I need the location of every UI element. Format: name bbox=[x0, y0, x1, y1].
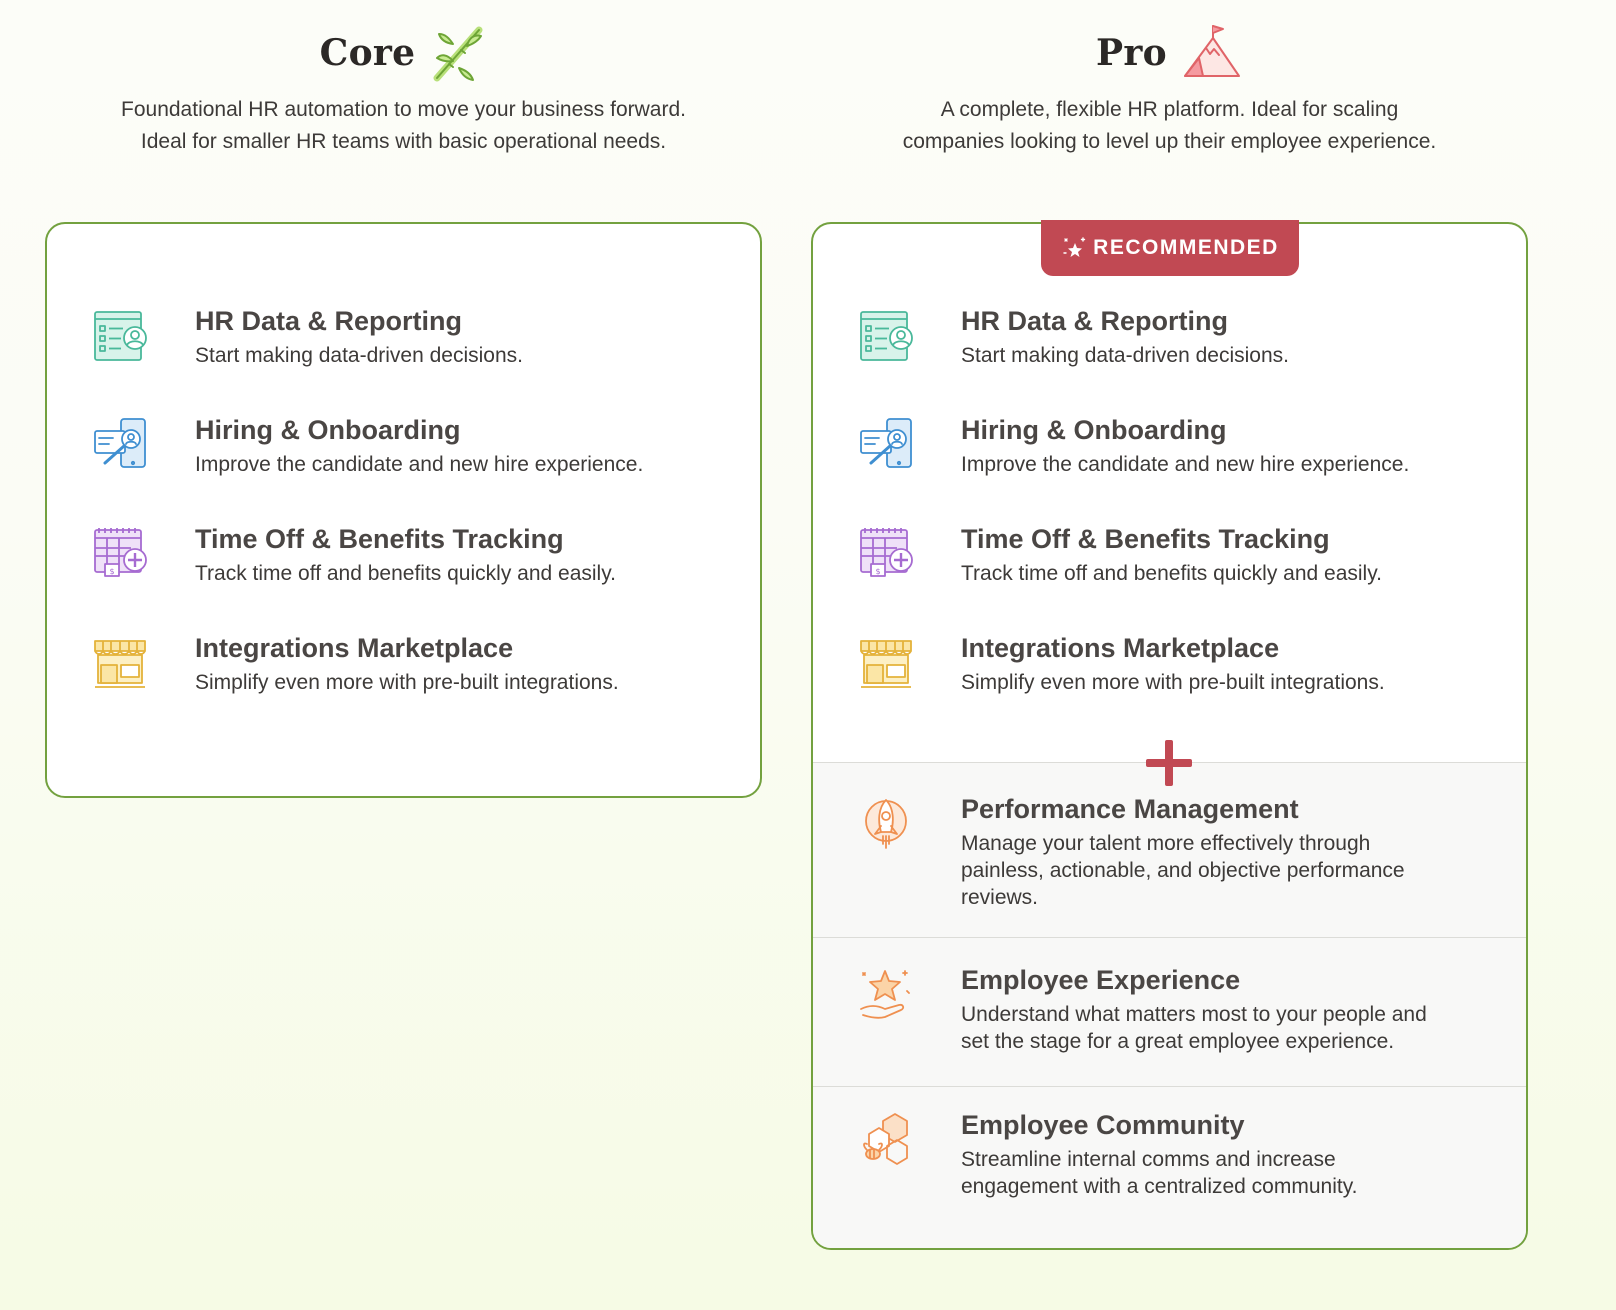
feature-description: Track time off and benefits quickly and easily. bbox=[195, 562, 616, 585]
feature-employee-experience bbox=[857, 963, 1496, 1055]
feature-description: Start making data-driven decisions. bbox=[961, 344, 1289, 367]
pro-plan-title: Pro bbox=[1096, 32, 1167, 74]
core-plan-card bbox=[45, 222, 762, 798]
core-plan-header bbox=[46, 22, 761, 158]
feature-description: Track time off and benefits quickly and easily. bbox=[961, 562, 1382, 585]
feature-title: Employee Experience bbox=[961, 965, 1241, 995]
pro-plan-card bbox=[811, 222, 1528, 1250]
pro-plan-description: A complete, flexible HR platform. Ideal for scaling companies looking to level up their employee experience. bbox=[902, 98, 1437, 153]
recommended-label: RECOMMENDED bbox=[1093, 236, 1279, 259]
rocket-icon bbox=[857, 794, 915, 852]
feature-description: Manage your talent more effectively through painless, actionable, and objective performance reviews. bbox=[961, 832, 1405, 909]
feature-title: Hiring & Onboarding bbox=[961, 415, 1227, 445]
feature-time-off bbox=[91, 522, 730, 587]
recommended-badge bbox=[1041, 220, 1299, 276]
feature-description: Improve the candidate and new hire experience. bbox=[961, 453, 1410, 476]
divider bbox=[813, 1086, 1526, 1087]
star-hand-icon bbox=[857, 965, 915, 1023]
feature-title: Employee Community bbox=[961, 1110, 1245, 1140]
hiring-icon bbox=[91, 415, 149, 473]
calendar-icon bbox=[91, 524, 149, 582]
divider bbox=[813, 937, 1526, 938]
marketplace-icon bbox=[857, 633, 915, 691]
pro-plan-header bbox=[812, 22, 1527, 158]
feature-integrations bbox=[91, 631, 730, 696]
feature-title: Integrations Marketplace bbox=[961, 633, 1280, 663]
feature-description: Improve the candidate and new hire experience. bbox=[195, 453, 644, 476]
plus-icon bbox=[1146, 740, 1192, 786]
calendar-icon bbox=[857, 524, 915, 582]
marketplace-icon bbox=[91, 633, 149, 691]
honeycomb-icon bbox=[857, 1110, 915, 1168]
hiring-icon bbox=[857, 415, 915, 473]
mountain-icon bbox=[1181, 24, 1243, 82]
feature-description: Streamline internal comms and increase engagement with a centralized community. bbox=[961, 1148, 1358, 1198]
feature-title: HR Data & Reporting bbox=[961, 306, 1229, 336]
bamboo-icon bbox=[429, 24, 487, 82]
feature-title: HR Data & Reporting bbox=[195, 306, 463, 336]
feature-performance-management bbox=[857, 792, 1496, 911]
feature-employee-community bbox=[857, 1108, 1496, 1200]
hr-data-icon bbox=[91, 306, 149, 364]
feature-title: Performance Management bbox=[961, 794, 1299, 824]
sparkle-star-icon bbox=[1061, 235, 1087, 261]
feature-description: Understand what matters most to your people and set the stage for a great employee experience. bbox=[961, 1003, 1427, 1053]
feature-integrations bbox=[857, 631, 1496, 696]
feature-hr-data bbox=[857, 304, 1496, 369]
core-plan-title: Core bbox=[319, 32, 416, 74]
feature-hiring bbox=[91, 413, 730, 478]
core-plan-description: Foundational HR automation to move your business forward. Ideal for smaller HR teams with basic operational needs. bbox=[121, 98, 686, 153]
feature-time-off bbox=[857, 522, 1496, 587]
feature-hiring bbox=[857, 413, 1496, 478]
feature-title: Hiring & Onboarding bbox=[195, 415, 461, 445]
feature-title: Time Off & Benefits Tracking bbox=[961, 524, 1330, 554]
feature-description: Simplify even more with pre-built integrations. bbox=[195, 671, 619, 694]
feature-description: Simplify even more with pre-built integrations. bbox=[961, 671, 1385, 694]
hr-data-icon bbox=[857, 306, 915, 364]
feature-title: Time Off & Benefits Tracking bbox=[195, 524, 564, 554]
feature-hr-data bbox=[91, 304, 730, 369]
feature-description: Start making data-driven decisions. bbox=[195, 344, 523, 367]
feature-title: Integrations Marketplace bbox=[195, 633, 514, 663]
